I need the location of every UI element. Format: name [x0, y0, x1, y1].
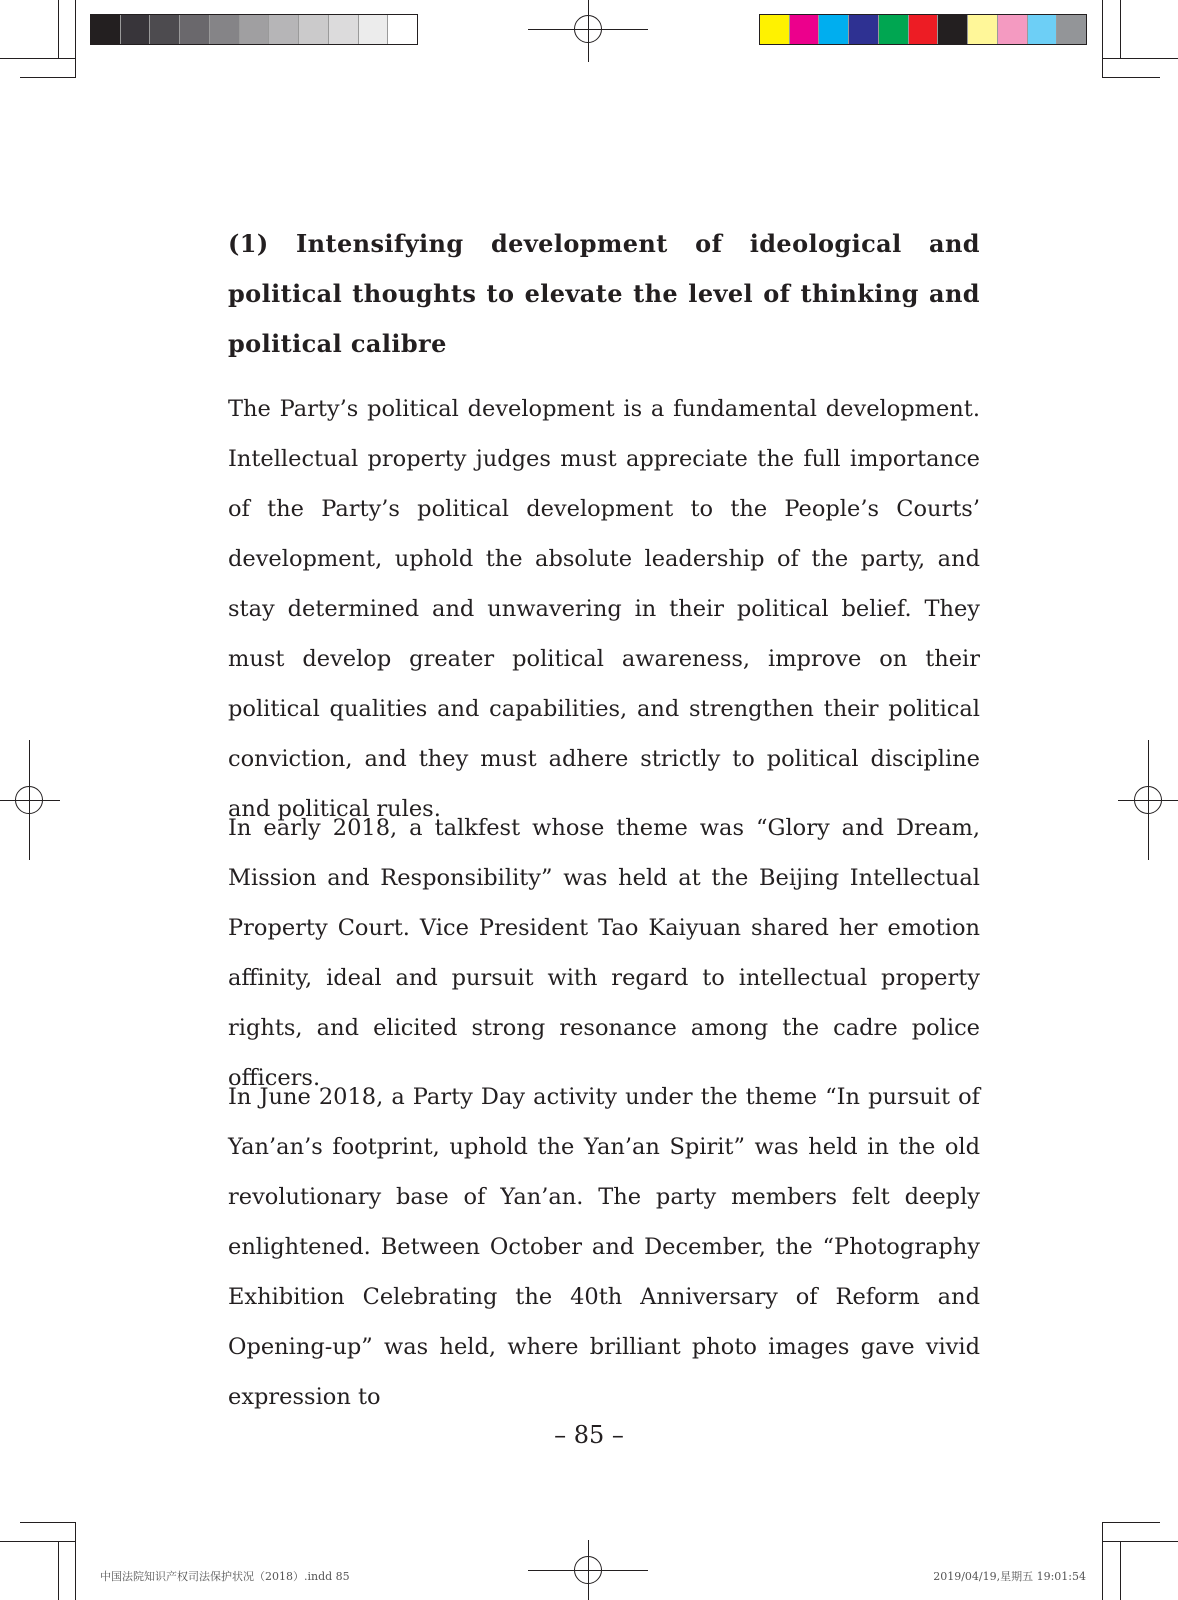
color-swatch — [298, 15, 328, 44]
crop-mark — [0, 1541, 75, 1542]
color-swatch — [328, 15, 358, 44]
file-slug: 中国法院知识产权司法保护状况（2018）.indd 85 — [100, 1570, 350, 1583]
crop-mark — [1102, 58, 1178, 59]
color-swatch — [120, 15, 150, 44]
color-swatch — [1027, 15, 1057, 44]
color-swatch — [878, 15, 908, 44]
crop-mark — [1120, 1541, 1121, 1600]
crop-mark — [1102, 1541, 1178, 1542]
color-swatch — [908, 15, 938, 44]
color-swatch — [937, 15, 967, 44]
crop-mark — [75, 1522, 76, 1600]
color-swatch — [789, 15, 819, 44]
color-swatch — [997, 15, 1027, 44]
timestamp-slug: 2019/04/19,星期五 19:01:54 — [933, 1570, 1086, 1583]
crop-mark — [1102, 0, 1103, 78]
color-swatch — [387, 15, 417, 44]
color-swatch — [149, 15, 179, 44]
color-swatch — [358, 15, 388, 44]
crop-mark — [0, 58, 75, 59]
color-swatch — [760, 15, 789, 44]
color-swatch — [209, 15, 239, 44]
section-heading: (1) Intensifying development of ideological and political thoughts to elevate the level of thinking and political calibre — [228, 229, 980, 358]
crop-mark — [20, 77, 76, 78]
color-swatch — [848, 15, 878, 44]
process-color-bar — [759, 14, 1087, 45]
color-swatch — [1056, 15, 1086, 44]
color-swatch — [179, 15, 209, 44]
crop-mark — [58, 1541, 59, 1600]
body-paragraph: In early 2018, a talkfest whose theme was “Glory and Dream, Mission and Responsibility” was held at the Beijing Intellectual Property Court. Vice President Tao Kaiyuan shared her emotion affinity, ideal and pursuit with regard to intellectual property rights, and elicited strong resonance among the cadre police officers. — [228, 815, 980, 1091]
crop-mark — [1102, 1522, 1160, 1523]
crop-mark — [75, 0, 76, 78]
crop-mark — [1120, 0, 1121, 58]
page-number: – 85 – — [554, 1421, 624, 1449]
color-swatch — [967, 15, 997, 44]
color-swatch — [91, 15, 120, 44]
crop-mark — [1102, 1522, 1103, 1600]
color-swatch — [239, 15, 269, 44]
grayscale-color-bar — [90, 14, 418, 45]
crop-mark — [20, 1522, 76, 1523]
body-paragraph: In June 2018, a Party Day activity under the theme “In pursuit of Yan’an’s footprint, uphold the Yan’an Spirit” was held in the old revolutionary base of Yan’an. The party members felt deeply enlightened. Between October and December, the “Photography Exhibition Celebrating the 40th Anniversary of Reform and Opening-up” was held, where brilliant photo images gave vivid expression to — [228, 1084, 980, 1410]
crop-mark — [1102, 77, 1160, 78]
color-swatch — [268, 15, 298, 44]
body-paragraph: The Party’s political development is a fundamental development. Intellectual property judges must appreciate the full importance of the Party’s political development to the People’s Courts’ development, uphold the absolute leadership of the party, and stay determined and unwavering in their political belief. They must develop greater political awareness, improve on their political qualities and capabilities, and strengthen their political conviction, and they must adhere strictly to political discipline and political rules. — [228, 396, 980, 822]
crop-mark — [58, 0, 59, 58]
color-swatch — [818, 15, 848, 44]
